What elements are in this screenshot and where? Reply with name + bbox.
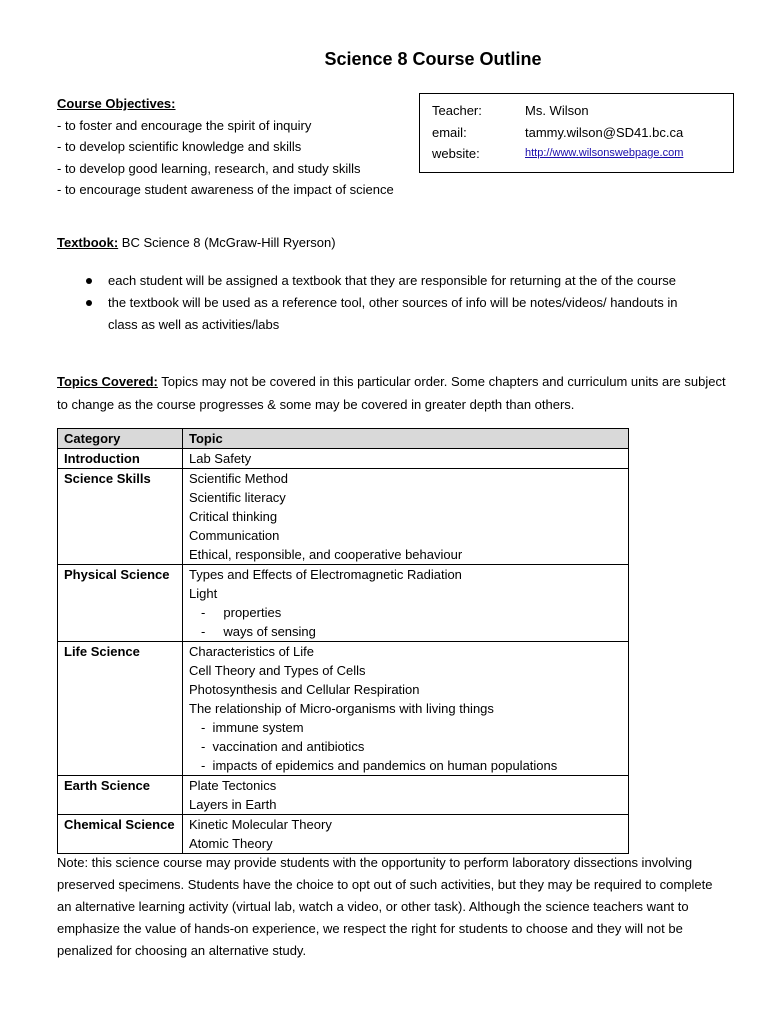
- topic-item: Lab Safety: [189, 451, 252, 466]
- topic-item: Critical thinking: [189, 509, 278, 524]
- topic-item: Light: [189, 586, 218, 601]
- topic-cell: [183, 449, 629, 469]
- objective-item: - to foster and encourage the spirit of inquiry: [57, 117, 312, 133]
- textbook-bullets: [108, 270, 708, 336]
- email-row: [432, 122, 733, 144]
- table-row: [58, 449, 629, 469]
- topics-table: [57, 428, 629, 854]
- teacher-contact-box: [419, 93, 734, 173]
- topic-subitem: - vaccination and antibiotics: [201, 739, 365, 754]
- category-cell: Chemical Science: [58, 815, 183, 854]
- table-header-row: [58, 429, 629, 449]
- column-header: Category: [58, 429, 183, 449]
- topic-item: Characteristics of Life: [189, 644, 314, 659]
- list-item: each student will be assigned a textbook that they are responsible for returning at the of the course: [108, 270, 708, 292]
- topic-item: Ethical, responsible, and cooperative behaviour: [189, 547, 463, 562]
- table-row: [58, 565, 629, 642]
- topic-item: Plate Tectonics: [189, 778, 277, 793]
- topic-cell: [183, 565, 629, 642]
- email-label: email:: [432, 124, 467, 140]
- topics-text: Topics may not be covered in this particular order. Some chapters and curriculum units are subject to change as the course progresses & some may be covered in greater depth than others.: [57, 374, 726, 412]
- page-title: Science 8 Course Outline: [324, 49, 542, 69]
- objective-item: - to develop scientific knowledge and skills: [57, 139, 302, 154]
- topic-item: Communication: [189, 528, 280, 543]
- topic-subitem: - ways of sensing: [201, 624, 316, 639]
- topic-subitem: - properties: [201, 605, 282, 620]
- website-label: website:: [432, 146, 480, 161]
- dissection-note: Note: this science course may provide students with the opportunity to perform laboratory dissections involving preserved specimens. Students have the choice to opt out of such activities, but they may be required to complete an alternative learning activity (virtual lab, watch a video, or other task). Although the science teachers want to emphasize the value of hands-on experience, we respect the right for students to choose and they will not be penalized for choosing an alternative study.: [57, 855, 713, 958]
- topic-item: Types and Effects of Electromagnetic Radiation: [189, 567, 462, 582]
- website-row: [432, 143, 733, 165]
- website-link[interactable]: http://www.wilsonswebpage.com: [525, 147, 684, 159]
- category-cell: Life Science: [58, 642, 183, 776]
- category-cell: Earth Science: [58, 776, 183, 815]
- table-row: [58, 815, 629, 854]
- textbook-value: BC Science 8 (McGraw-Hill Ryerson): [118, 235, 336, 250]
- topic-subitem: - immune system: [201, 720, 304, 735]
- table-row: [58, 642, 629, 776]
- teacher-row: [432, 100, 733, 122]
- topic-cell: [183, 776, 629, 815]
- teacher-label: Teacher:: [432, 103, 482, 118]
- textbook-line: [57, 235, 336, 250]
- column-header: Topic: [183, 429, 629, 449]
- topic-subitem: - impacts of epidemics and pandemics on human populations: [201, 758, 558, 773]
- objective-item: - to develop good learning, research, and study skills: [57, 160, 361, 176]
- list-item: the textbook will be used as a reference tool, other sources of info will be notes/videos/ handouts in class as well as activities/labs: [108, 292, 708, 336]
- topic-item: Scientific literacy: [189, 490, 286, 505]
- course-objectives: [57, 93, 394, 201]
- topic-item: Scientific Method: [189, 471, 288, 486]
- objectives-heading: Course Objectives:: [57, 96, 176, 111]
- topic-item: Kinetic Molecular Theory: [189, 817, 332, 832]
- topic-item: Layers in Earth: [189, 797, 277, 812]
- topic-cell: [183, 642, 629, 776]
- email-value: tammy.wilson@SD41.bc.ca: [525, 124, 684, 140]
- topics-heading: Topics Covered:: [57, 374, 158, 389]
- topic-item: The relationship of Micro-organisms with living things: [189, 701, 494, 716]
- table-row: [58, 469, 629, 565]
- topic-cell: [183, 815, 629, 854]
- topics-covered: [57, 370, 727, 416]
- table-row: [58, 776, 629, 815]
- topic-item: Atomic Theory: [189, 836, 273, 851]
- category-cell: Introduction: [58, 449, 183, 469]
- topic-cell: [183, 469, 629, 565]
- objective-item: - to encourage student awareness of the impact of science: [57, 182, 394, 197]
- category-cell: Science Skills: [58, 469, 183, 565]
- topic-item: Cell Theory and Types of Cells: [189, 663, 366, 678]
- textbook-heading: Textbook:: [57, 235, 119, 250]
- teacher-name: Ms. Wilson: [525, 103, 589, 118]
- category-cell: Physical Science: [58, 565, 183, 642]
- topic-item: Photosynthesis and Cellular Respiration: [189, 682, 420, 697]
